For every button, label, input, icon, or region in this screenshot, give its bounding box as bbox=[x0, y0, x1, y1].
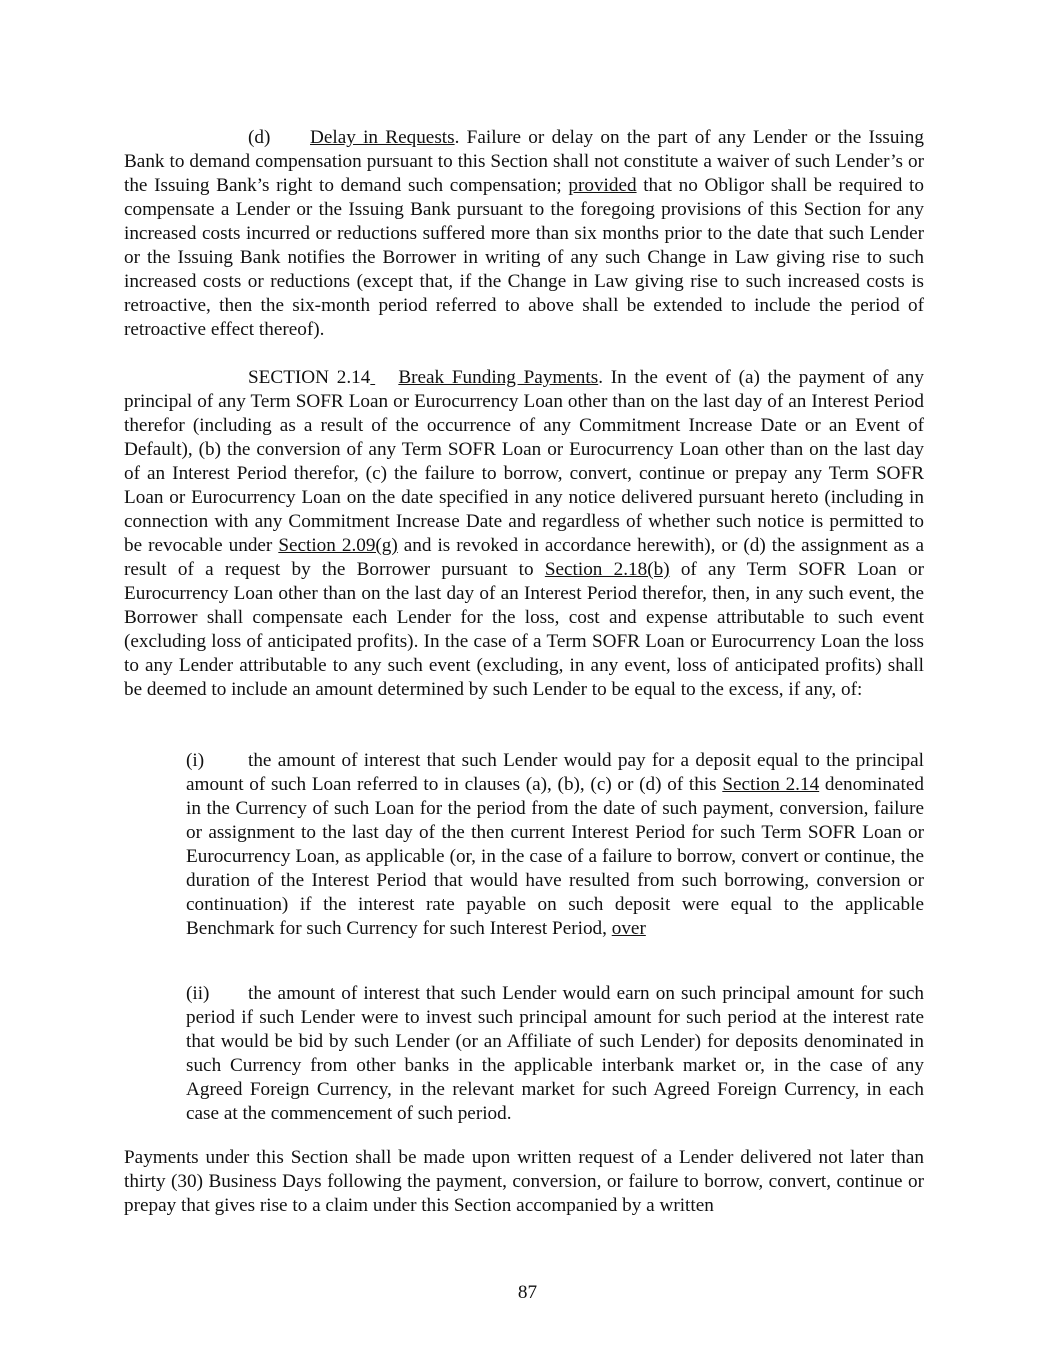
closing-paragraph bbox=[124, 1146, 924, 1218]
clause-i bbox=[186, 749, 924, 941]
clause-ii-marker: (ii) bbox=[186, 983, 210, 1004]
clause-i-marker: (i) bbox=[186, 750, 205, 771]
section-ref-2-18b: Section 2.18(b) bbox=[544, 559, 670, 580]
closing-text: Payments under this Section shall be made upon written request of a Lender delivered not later than thirty (30) Business Days following the payment, conversion, or failure to borrow, convert, continue or prepay that gives rise to a claim under this Section accompanied by a written bbox=[124, 1147, 924, 1216]
paragraph-d-marker: (d) bbox=[248, 127, 271, 148]
paragraph-d bbox=[124, 126, 924, 342]
section-text-1: . In the event of (a) the payment of any principal of any Term SOFR Loan or Eurocurrency Loan other than on the last day of an Interest Period therefor (including as a result of the occurrence of any Commitment Increase Date or an Event of Default), (b) the conversion of any Term SOFR Loan or Eurocurrency Loan other than on the last day of an Interest Period therefor, (c) the failure to borrow, convert, continue or prepay any Term SOFR Loan or Eurocurrency Loan on the date specified in any notice delivered pursuant hereto (including in connection with any Commitment Increase Date and regardless of whether such notice is permitted to be revocable under bbox=[124, 367, 924, 556]
section-tab-gap bbox=[370, 366, 398, 390]
paragraph-d-heading: Delay in Requests bbox=[310, 127, 455, 148]
over-term: over bbox=[611, 918, 646, 939]
section-ref-2-09g: Section 2.09(g) bbox=[278, 535, 398, 556]
paragraph-d-text-1: . Failure or delay on the part of any Lender or the Issuing Bank to demand compensation pursuant to this Section shall not constitute a waiver of such Lender’s or the Issuing Bank’s right to demand such compensation; bbox=[124, 127, 924, 196]
section-heading: Break Funding Payments bbox=[398, 367, 599, 388]
page-number: 87 bbox=[517, 1282, 538, 1303]
clause-i-ref: Section 2.14 bbox=[722, 774, 820, 795]
section-text-3: of any Term SOFR Loan or Eurocurrency Loan other than on the last day of an Interest Period therefor, then, in any such event, the Borrower shall compensate each Lender for the loss, cost and expense attributable to such event (excluding loss of anticipated profits). In the case of a Term SOFR Loan or Eurocurrency Loan the loss to any Lender attributable to any such event (excluding, in any event, loss of anticipated profits) shall be deemed to include an amount determined by such Lender to be equal to the excess, if any, of: bbox=[124, 559, 924, 700]
clause-i-text-1: the amount of interest that such Lender would pay for a deposit equal to the principal amount of such Loan referred to in clauses (a), (b), (c) or (d) of this bbox=[186, 750, 924, 795]
clause-ii bbox=[186, 982, 924, 1126]
section-2-14 bbox=[124, 366, 924, 702]
clause-ii-text: the amount of interest that such Lender would earn on such principal amount for such period if such Lender were to invest such principal amount for such period at the interest rate that would be bid by such Lender (or an Affiliate of such Lender) for deposits denominated in such Currency from other banks in the applicable interbank market or, in the case of any Agreed Foreign Currency, in the relevant market for such Agreed Foreign Currency, in each case at the commencement of such period. bbox=[186, 983, 924, 1124]
provided-term: provided bbox=[568, 175, 637, 196]
section-text-2: and is revoked in accordance herewith), or (d) the assignment as a result of a request by the Borrower pursuant to bbox=[124, 535, 924, 580]
section-number: SECTION 2.14 bbox=[248, 367, 371, 388]
paragraph-d-text-2: that no Obligor shall be required to compensate a Lender or the Issuing Bank pursuant to the foregoing provisions of this Section for any increased costs incurred or reductions suffered more than six months prior to the date that such Lender or the Issuing Bank notifies the Borrower in writing of any such Change in Law giving rise to such increased costs or reductions (except that, if the Change in Law giving rise to such increased costs is retroactive, then the six-month period referred to above shall be extended to include the period of retroactive effect thereof). bbox=[124, 175, 924, 340]
clause-i-text-2: denominated in the Currency of such Loan for the period from the date of such payment, conversion, failure or assignment to the last day of the then current Interest Period for such Term SOFR Loan or Eurocurrency Loan, as applicable (or, in the case of a failure to borrow, convert or continue, the duration of the Interest Period that would have resulted from such borrowing, conversion or continuation) if the interest rate payable on such deposit were equal to the applicable Benchmark for such Currency for such Interest Period, bbox=[186, 774, 924, 939]
